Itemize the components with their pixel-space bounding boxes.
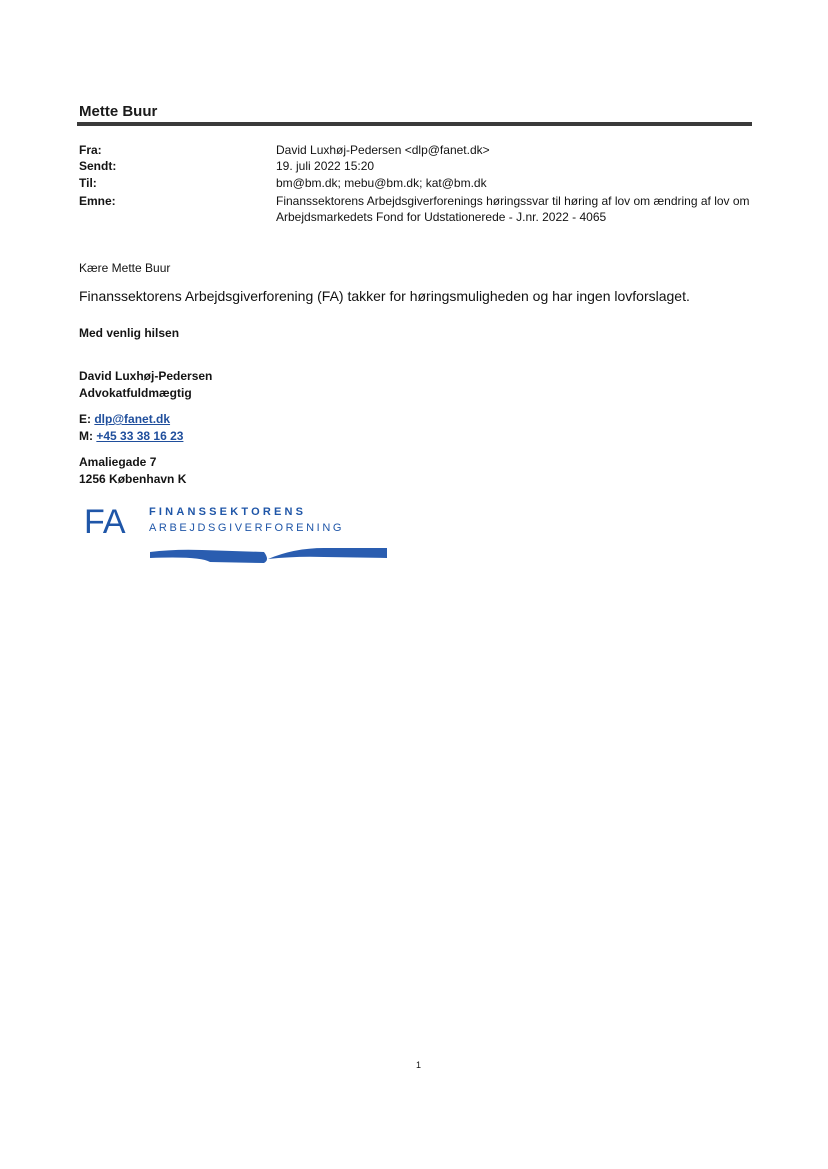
email-prefix: E: — [79, 412, 91, 426]
phone-link[interactable]: +45 33 38 16 23 — [96, 429, 184, 443]
phone-prefix: M: — [79, 429, 93, 443]
greeting: Kære Mette Buur — [79, 261, 171, 275]
to-value: bm@bm.dk; mebu@bm.dk; kat@bm.dk — [276, 176, 487, 190]
to-label: Til: — [79, 176, 97, 190]
fa-logo-graphic — [84, 500, 404, 575]
signature-name: David Luxhøj-Pedersen — [79, 369, 213, 383]
sent-label: Sendt: — [79, 159, 117, 173]
message-body: Finanssektorens Arbejdsgiverforening (FA) takker for høringsmuligheden og har ingen lovforslaget. — [79, 288, 690, 304]
logo-swoosh-right — [268, 548, 387, 559]
heading-divider — [77, 122, 752, 126]
logo-line2: ARBEJDSGIVERFORENING — [149, 522, 345, 534]
page-number: 1 — [416, 1060, 422, 1070]
email-link[interactable]: dlp@fanet.dk — [94, 412, 171, 426]
sent-value: 19. juli 2022 15:20 — [276, 159, 375, 173]
fa-logo — [84, 500, 404, 575]
logo-line1: FINANSSEKTORENS — [149, 506, 307, 518]
signature-phone-line — [79, 428, 183, 444]
closing: Med venlig hilsen — [79, 326, 180, 340]
address-city: 1256 København K — [79, 472, 187, 486]
address-street: Amaliegade 7 — [79, 455, 157, 469]
signature-role: Advokatfuldmægtig — [79, 386, 192, 400]
logo-initials: FA — [84, 503, 126, 541]
from-value: David Luxhøj-Pedersen <dlp@fanet.dk> — [276, 143, 490, 157]
signature-email-line — [79, 411, 170, 427]
subject-value: Finanssektorens Arbejdsgiverforenings høringssvar til høring af lov om ændring af lov om Arbejdsmarkedets Fond for Udstationerede - J.nr. 2022 - 4065 — [276, 194, 750, 224]
from-label: Fra: — [79, 143, 102, 157]
subject-label: Emne: — [79, 194, 116, 208]
sender-heading: Mette Buur — [79, 103, 158, 120]
logo-swoosh-left — [150, 550, 267, 563]
